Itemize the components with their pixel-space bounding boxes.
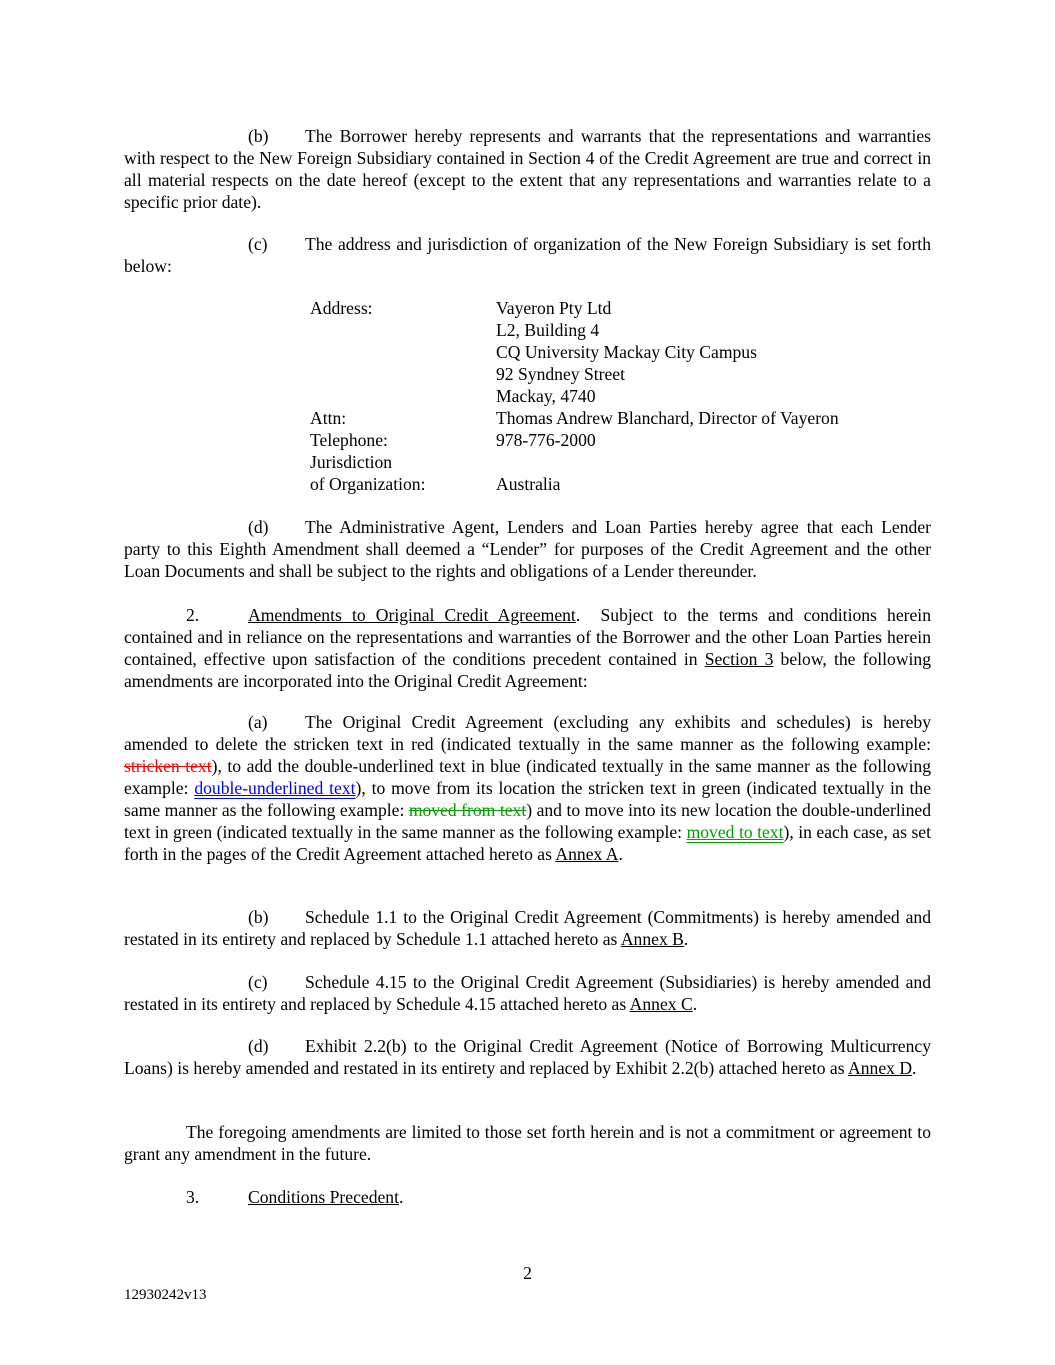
section-3-conditions-precedent [124, 1186, 931, 1208]
heading-period: . [575, 605, 581, 625]
paragraph-label: (b) [248, 126, 269, 146]
paragraph-b-schedule-1-1 [124, 906, 931, 950]
address-line: CQ University Mackay City Campus [496, 342, 757, 362]
paragraph-text: The Administrative Agent, Lenders and Loan Parties hereby agree that each Lender party to this Eighth Amendment shall deemed a “Lender” for purposes of the Credit Agreement and the other Loan Documents and shall be subject to the rights and obligations of a Lender thereunder. [124, 517, 931, 581]
paragraph-c-address-intro [124, 233, 931, 277]
paragraph-c-schedule-4-15 [124, 971, 931, 1015]
paragraph-text: ) and to move into its new location the double-underlined text in green (indicated textually in the same manner as the following example: [124, 800, 932, 842]
stricken-text-example: stricken text [124, 756, 212, 776]
page-number: 2 [523, 1263, 532, 1283]
attn-label: Attn: [310, 408, 347, 428]
paragraph-text: . [692, 994, 698, 1014]
paragraph-text: ), to move from its location the stricken text in green (indicated textually in the same manner as the following example: [124, 778, 931, 820]
heading-period: . [399, 1187, 404, 1207]
paragraph-b-representations [124, 125, 931, 213]
section-number: 3. [186, 1187, 200, 1207]
paragraph-label: (d) [248, 1036, 269, 1056]
document-id: 12930242v13 [124, 1287, 207, 1303]
section-2-amendments [124, 604, 931, 692]
paragraph-text: The address and jurisdiction of organization of the New Foreign Subsidiary is set forth below: [124, 234, 931, 276]
address-line: Mackay, 4740 [496, 386, 596, 406]
paragraph-a-markup-legend [124, 711, 931, 865]
paragraph-text: Schedule 1.1 to the Original Credit Agreement (Commitments) is hereby amended and restated in its entirety and replaced by Schedule 1.1 attached hereto as [124, 907, 931, 949]
moved-to-text-example: moved to text [686, 822, 784, 842]
paragraph-text: Schedule 4.15 to the Original Credit Agreement (Subsidiaries) is hereby amended and restated in its entirety and replaced by Schedule 4.15 attached hereto as [124, 972, 931, 1014]
paragraph-label: (a) [248, 712, 268, 732]
paragraph-text: The Original Credit Agreement (excluding any exhibits and schedules) is hereby amended to delete the stricken text in red (indicated textually in the same manner as the following example: [124, 712, 931, 754]
paragraph-text: The Borrower hereby represents and warrants that the representations and warranties with respect to the New Foreign Subsidiary contained in Section 4 of the Credit Agreement are true and correct in all material respects on the date hereof (except to the extent that any representations and warranties relate to a specific prior date). [124, 126, 931, 212]
paragraph-text: ), in each case, as set forth in the pages of the Credit Agreement attached hereto as [124, 822, 931, 864]
paragraph-d-exhibit-2-2b [124, 1035, 931, 1079]
address-line: Vayeron Pty Ltd [496, 298, 612, 318]
address-line: L2, Building 4 [496, 320, 600, 340]
section-3-reference: Section 3 [704, 649, 774, 669]
foregoing-amendments-paragraph [124, 1121, 931, 1165]
moved-from-text-example: moved from text [408, 800, 527, 820]
annex-b-reference: Annex B [620, 929, 684, 949]
paragraph-d-lender-party [124, 516, 931, 582]
annex-a-reference: Annex A [555, 844, 619, 864]
jurisdiction-label: Jurisdiction [310, 452, 393, 472]
paragraph-label: (d) [248, 517, 269, 537]
paragraph-text: . [618, 844, 623, 864]
telephone-label: Telephone: [310, 430, 388, 450]
paragraph-text: . [912, 1058, 917, 1078]
annex-c-reference: Annex C [629, 994, 693, 1014]
paragraph-text: Exhibit 2.2(b) to the Original Credit Agreement (Notice of Borrowing Multicurrency Loans) is hereby amended and restated in its entirety and replaced by Exhibit 2.2(b) attached hereto as [124, 1036, 931, 1078]
section-heading: Conditions Precedent [248, 1187, 399, 1207]
paragraph-label: (b) [248, 907, 269, 927]
double-underlined-text-example: double-underlined text [194, 778, 356, 798]
telephone-value: 978-776-2000 [496, 430, 596, 450]
jurisdiction-label-continued: of Organization: [310, 474, 426, 494]
paragraph-label: (c) [248, 234, 268, 254]
paragraph-text: ), to add the double-underlined text in blue (indicated textually in the same manner as the following example: [124, 756, 931, 798]
section-number: 2. [186, 605, 200, 625]
section-heading: Amendments to Original Credit Agreement [248, 605, 576, 625]
paragraph-label: (c) [248, 972, 268, 992]
paragraph-text: The foregoing amendments are limited to those set forth herein and is not a commitment or agreement to grant any amendment in the future. [124, 1122, 931, 1164]
section-text: below, the following amendments are incorporated into the Original Credit Agreement: [124, 649, 932, 691]
section-text: Subject to the terms and conditions herein contained and in reliance on the representations and warranties of the Borrower and the other Loan Parties herein contained, effective upon satisfaction of the conditions precedent contained in [124, 605, 931, 669]
jurisdiction-value: Australia [496, 474, 561, 494]
address-line: 92 Syndney Street [496, 364, 626, 384]
attn-value: Thomas Andrew Blanchard, Director of Vayeron [496, 408, 839, 428]
paragraph-text: . [683, 929, 689, 949]
annex-d-reference: Annex D [848, 1058, 913, 1078]
address-label: Address: [310, 298, 373, 318]
address-block [310, 297, 930, 495]
